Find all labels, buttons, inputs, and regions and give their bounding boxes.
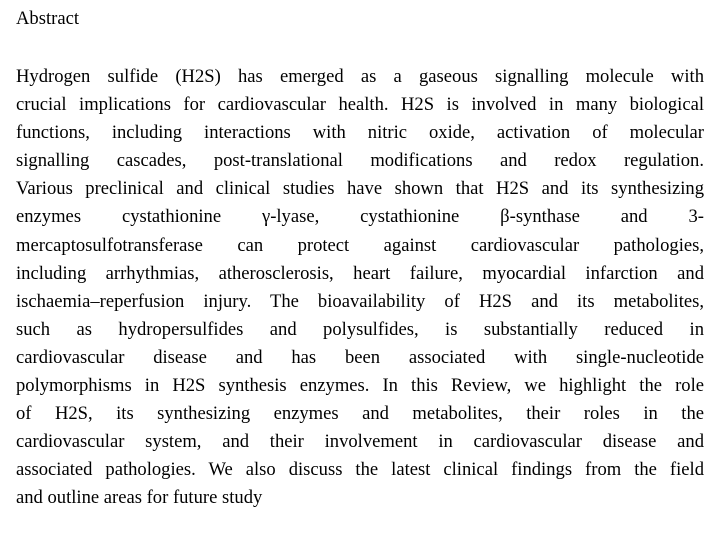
abstract-line: signalling cascades, post-translational modifications and redox regulation. (16, 150, 704, 172)
abstract-line: polymorphisms in H2S synthesis enzymes. In this Review, we highlight the role (16, 375, 704, 397)
abstract-line: crucial implications for cardiovascular health. H2S is involved in many biological (16, 94, 704, 116)
abstract-line: functions, including interactions with nitric oxide, activation of molecular (16, 122, 704, 144)
abstract-line: enzymes cystathionine γ-lyase, cystathionine β-synthase and 3- (16, 206, 704, 228)
abstract-line: ischaemia–reperfusion injury. The bioavailability of H2S and its metabolites, (16, 290, 704, 312)
abstract-line: mercaptosulfotransferase can protect against cardiovascular pathologies, (16, 234, 704, 256)
abstract-line: associated pathologies. We also discuss the latest clinical findings from the field (16, 459, 704, 481)
abstract-line: cardiovascular disease and has been associated with single-nucleotide (16, 346, 704, 368)
abstract-line: including arrhythmias, atherosclerosis, heart failure, myocardial infarction and (16, 262, 704, 284)
abstract-line: cardiovascular system, and their involvement in cardiovascular disease and (16, 431, 704, 453)
abstract-line: of H2S, its synthesizing enzymes and metabolites, their roles in the (16, 403, 704, 425)
abstract-line: and outline areas for future study (16, 487, 263, 509)
abstract-heading: Abstract (16, 8, 79, 29)
abstract-line: Hydrogen sulfide (H2S) has emerged as a gaseous signalling molecule with (16, 66, 704, 87)
abstract-body (16, 63, 704, 513)
abstract-line: such as hydropersulfides and polysulfides, is substantially reduced in (16, 318, 704, 340)
abstract-line: Various preclinical and clinical studies have shown that H2S and its synthesizing (16, 178, 704, 200)
